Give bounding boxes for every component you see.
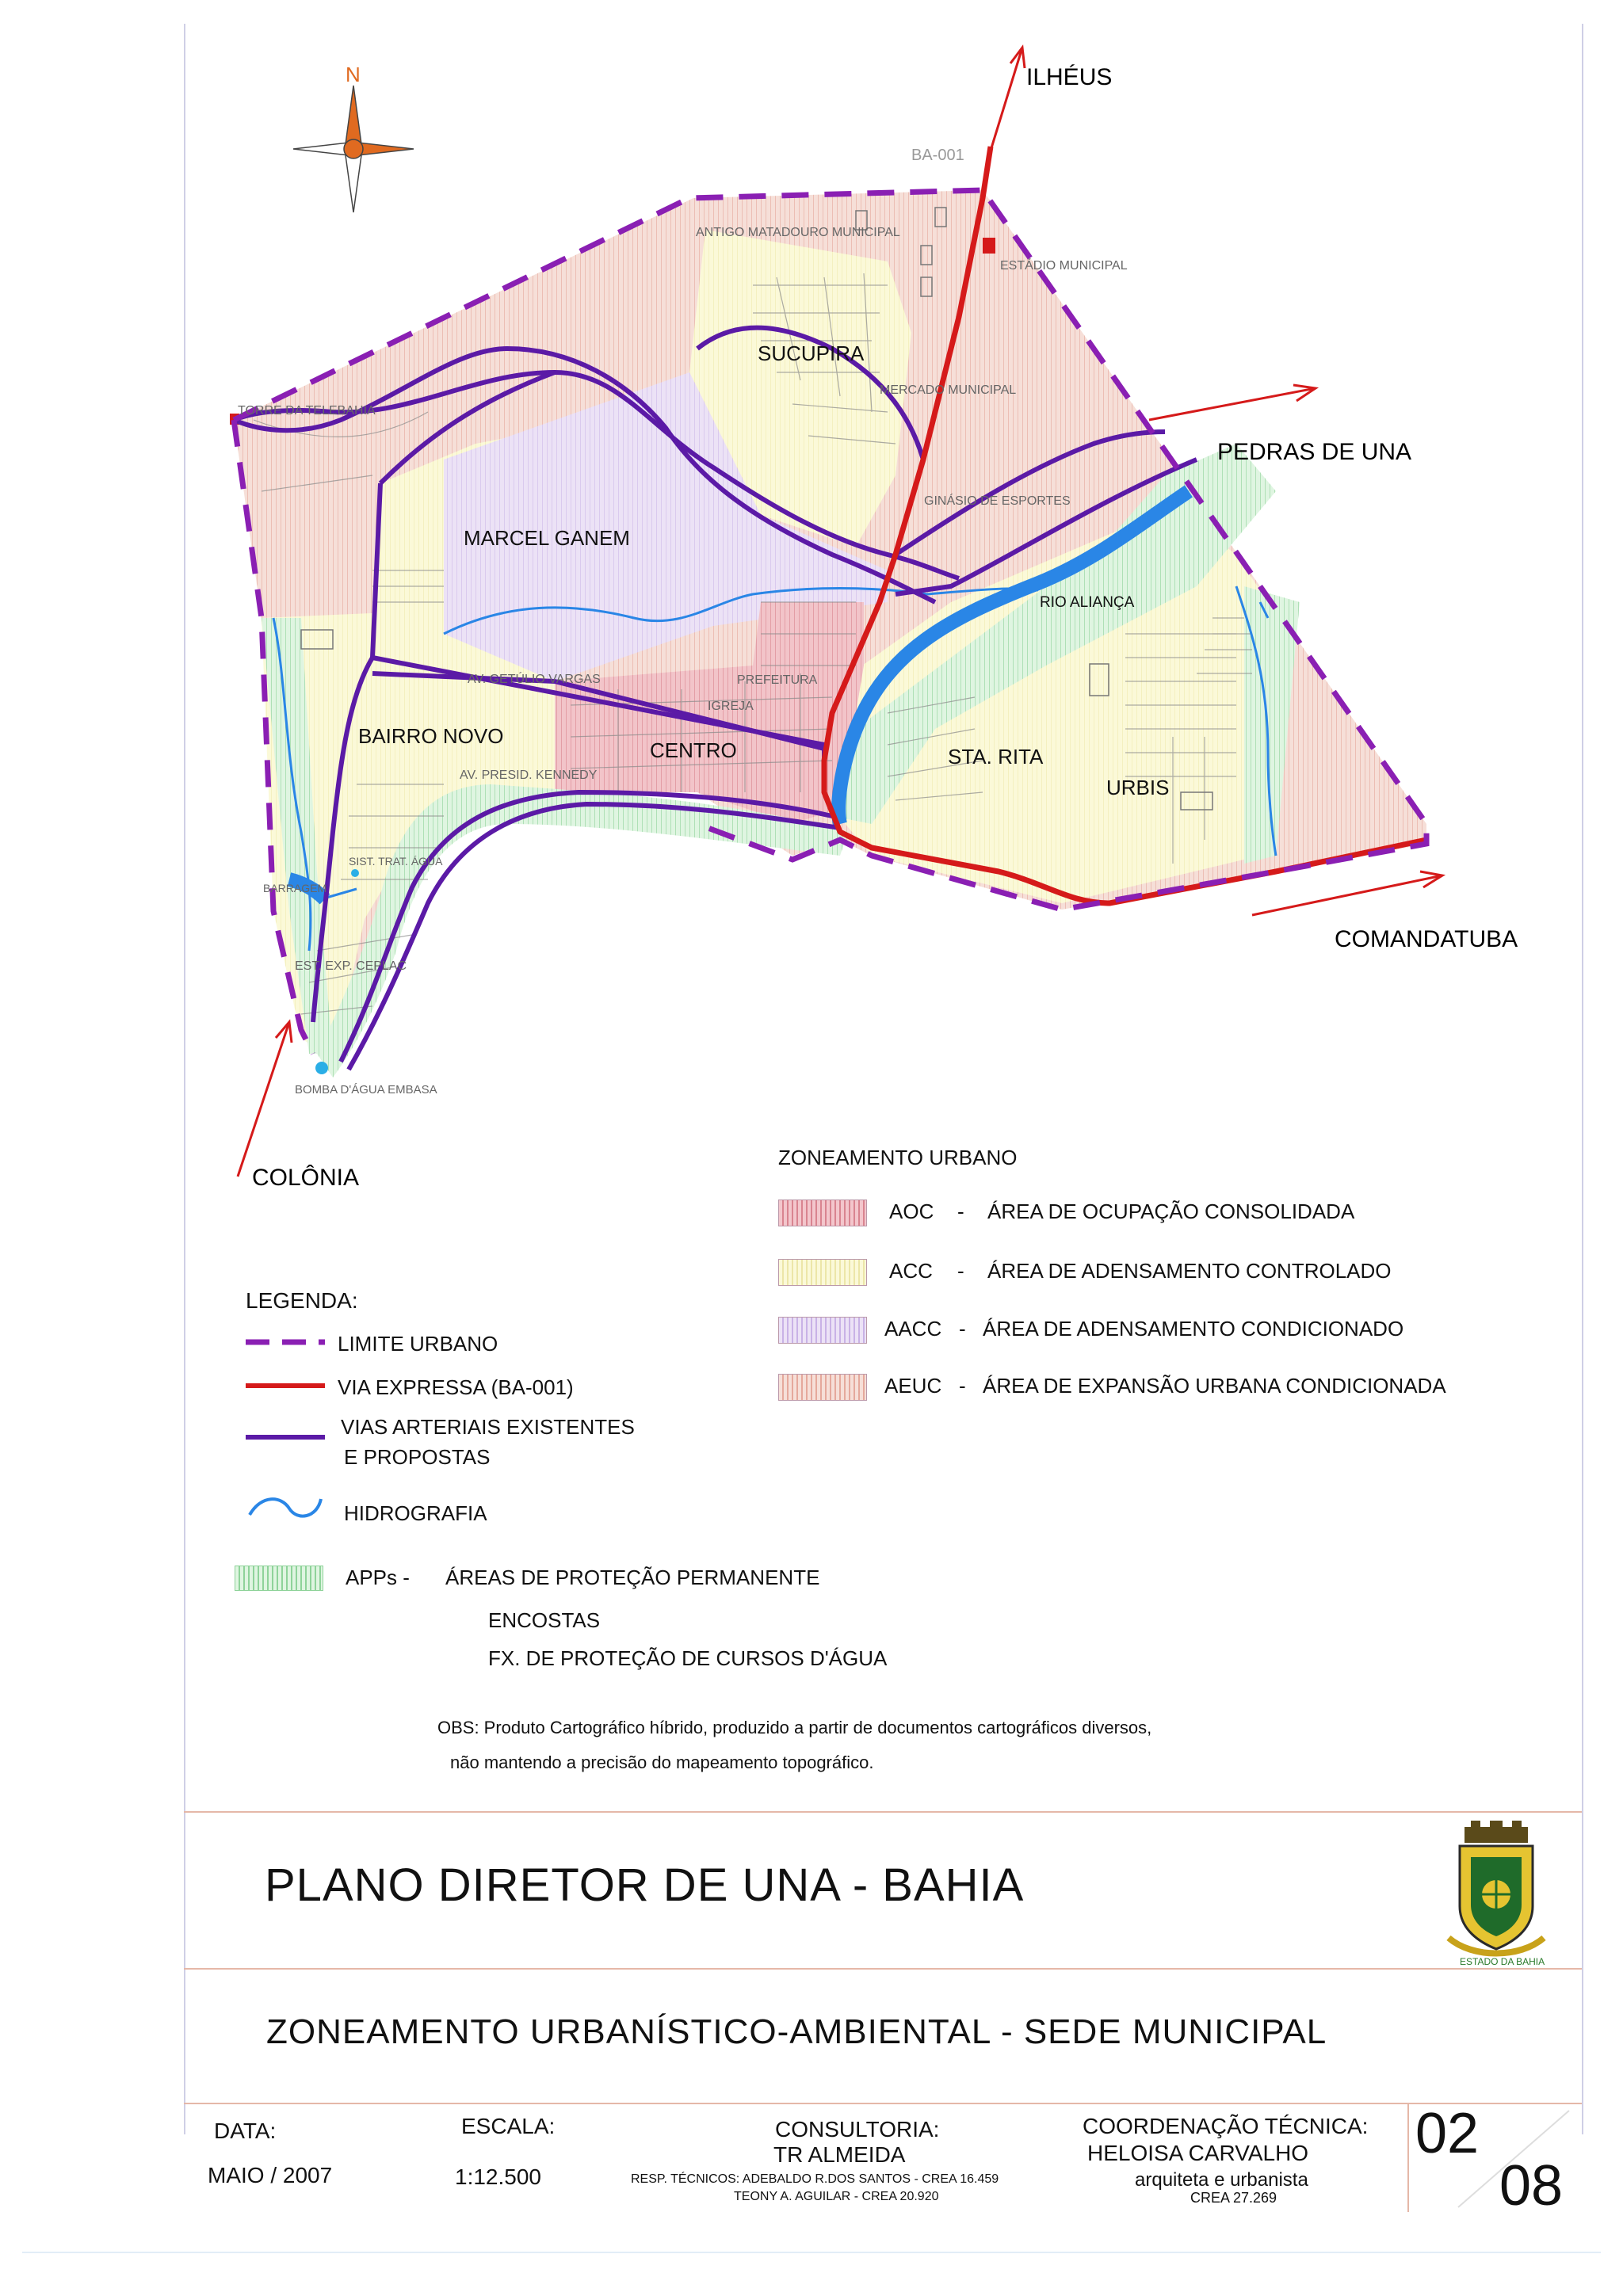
- swatch-aacc: [778, 1317, 867, 1344]
- label-ba001: BA-001: [911, 147, 964, 164]
- label-torre: TORRE DA TELEBAHIA: [238, 404, 376, 418]
- zoning-sep: -: [957, 1259, 964, 1283]
- legend-encostas: ENCOSTAS: [488, 1608, 601, 1632]
- data-label: DATA:: [214, 2119, 277, 2143]
- data-value: MAIO / 2007: [208, 2163, 333, 2187]
- label-bairro-novo: BAIRRO NOVO: [358, 724, 504, 748]
- title-block-bottom-line: [184, 2103, 1582, 2104]
- coord-role: arquiteta e urbanista: [1135, 2169, 1308, 2191]
- bomba-marker: [315, 1062, 328, 1074]
- label-av-getulio: AV. GETÚLIO VARGAS: [468, 673, 601, 686]
- zoning-sep: -: [959, 1317, 966, 1341]
- legend-title: LEGENDA:: [246, 1288, 358, 1313]
- swatch-aeuc: [778, 1374, 867, 1401]
- label-sist-trat: SIST. TRAT. ÁGUA: [349, 855, 443, 868]
- zoning-item-aoc: [778, 1199, 1594, 1231]
- legend-hidro: HIDROGRAFIA: [344, 1501, 487, 1525]
- zoning-code: AOC: [889, 1199, 934, 1223]
- resp-line-1: RESP. TÉCNICOS: ADEBALDO R.DOS SANTOS - CREA 16.459: [631, 2172, 999, 2186]
- legend-arteriais-2: E PROPOSTAS: [344, 1445, 491, 1469]
- north-arrow-icon: [293, 63, 414, 212]
- legend-apps-desc: ÁREAS DE PROTEÇÃO PERMANENTE: [445, 1566, 820, 1589]
- obs-line-1: OBS: Produto Cartográfico híbrido, produzido a partir de documentos cartográficos diversos,: [437, 1718, 1152, 1737]
- label-sta-rita: STA. RITA: [948, 745, 1044, 769]
- zoning-sep: -: [959, 1374, 966, 1398]
- consultoria-name: TR ALMEIDA: [773, 2142, 906, 2167]
- legend-arteriais-1: VIAS ARTERIAIS EXISTENTES: [341, 1415, 635, 1439]
- swatch-aoc: [778, 1199, 867, 1226]
- coord-name: HELOISA CARVALHO: [1087, 2141, 1309, 2165]
- page-bottom-rule: [22, 2252, 1601, 2253]
- zoning-item-acc: [778, 1259, 1594, 1291]
- legend-limite: LIMITE URBANO: [338, 1332, 498, 1356]
- zoning-desc: ÁREA DE EXPANSÃO URBANA CONDICIONADA: [983, 1374, 1446, 1398]
- label-pedras-de-una: PEDRAS DE UNA: [1217, 439, 1412, 465]
- legend-apps-code: APPs -: [346, 1566, 410, 1589]
- swatch-acc: [778, 1259, 867, 1286]
- label-marcel-ganem: MARCEL GANEM: [464, 526, 630, 550]
- zoning-item-aeuc: [778, 1374, 1594, 1405]
- consultoria-label: CONSULTORIA:: [775, 2117, 940, 2142]
- label-comandatuba: COMANDATUBA: [1335, 926, 1518, 952]
- label-colonia: COLÔNIA: [252, 1165, 360, 1191]
- label-rio-alianca: RIO ALIANÇA: [1040, 594, 1135, 611]
- zoning-desc: ÁREA DE ADENSAMENTO CONDICIONADO: [983, 1317, 1404, 1341]
- north-label: N: [346, 63, 361, 86]
- label-mercado: MERCADO MUNICIPAL: [880, 383, 1017, 397]
- sheet-total: 08: [1499, 2154, 1564, 2218]
- zoning-code: ACC: [889, 1259, 933, 1283]
- obs-line-2: não mantendo a precisão do mapeamento topográfico.: [450, 1753, 874, 1772]
- page-title: PLANO DIRETOR DE UNA - BAHIA: [265, 1859, 1025, 1911]
- label-sucupira: SUCUPIRA: [758, 341, 865, 365]
- escala-label: ESCALA:: [461, 2114, 556, 2138]
- title-block-top-line: [184, 1811, 1582, 1813]
- title-block-mid-line: [184, 1968, 1582, 1970]
- legend-app-swatch: [235, 1566, 323, 1591]
- resp-line-2: TEONY A. AGUILAR - CREA 20.920: [734, 2190, 939, 2203]
- legend-via: VIA EXPRESSA (BA-001): [338, 1375, 574, 1399]
- label-centro: CENTRO: [650, 738, 737, 762]
- zoning-sep: -: [957, 1199, 964, 1223]
- zoning-desc: ÁREA DE ADENSAMENTO CONTROLADO: [987, 1259, 1392, 1283]
- label-av-kennedy: AV. PRESID. KENNEDY: [460, 769, 598, 782]
- sheet-number: 02: [1415, 2102, 1480, 2165]
- label-estadio: ESTÁDIO MUNICIPAL: [1000, 259, 1128, 273]
- coord-label: COORDENAÇÃO TÉCNICA:: [1083, 2114, 1369, 2138]
- label-bomba: BOMBA D'ÁGUA EMBASA: [295, 1083, 437, 1097]
- label-antigo-matadouro: ANTIGO MATADOURO MUNICIPAL: [696, 226, 900, 239]
- estadio-marker: [983, 238, 995, 254]
- zoning-item-aacc: [778, 1317, 1594, 1348]
- zoning-title: ZONEAMENTO URBANO: [778, 1146, 1018, 1169]
- coord-crea: CREA 27.269: [1190, 2190, 1277, 2206]
- sheet-box-divider: [1407, 2104, 1409, 2212]
- sist-trat-marker: [351, 869, 359, 877]
- emblem-caption: ESTADO DA BAHIA: [1460, 1956, 1545, 1967]
- legend-hidro-symbol: [250, 1499, 321, 1516]
- legend-symbols: [238, 1328, 333, 1534]
- page-subtitle: ZONEAMENTO URBANÍSTICO-AMBIENTAL - SEDE MUNICIPAL: [266, 2012, 1327, 2051]
- label-barragem: BARRAGEM: [263, 882, 327, 894]
- label-prefeitura: PREFEITURA: [737, 673, 818, 687]
- legend-faixa: FX. DE PROTEÇÃO DE CURSOS D'ÁGUA: [488, 1646, 888, 1670]
- label-igreja: IGREJA: [708, 700, 754, 713]
- escala-value: 1:12.500: [455, 2164, 541, 2189]
- zoning-code: AACC: [884, 1317, 942, 1341]
- municipal-emblem-icon: [1433, 1819, 1560, 1966]
- label-est-exp: EST. EXP. CEPLAC: [295, 959, 407, 973]
- label-ilheus: ILHÉUS: [1026, 64, 1113, 90]
- zoning-desc: ÁREA DE OCUPAÇÃO CONSOLIDADA: [987, 1199, 1355, 1223]
- label-ginasio: GINÁSIO DE ESPORTES: [924, 494, 1071, 508]
- zoning-code: AEUC: [884, 1374, 942, 1398]
- label-urbis: URBIS: [1106, 776, 1170, 799]
